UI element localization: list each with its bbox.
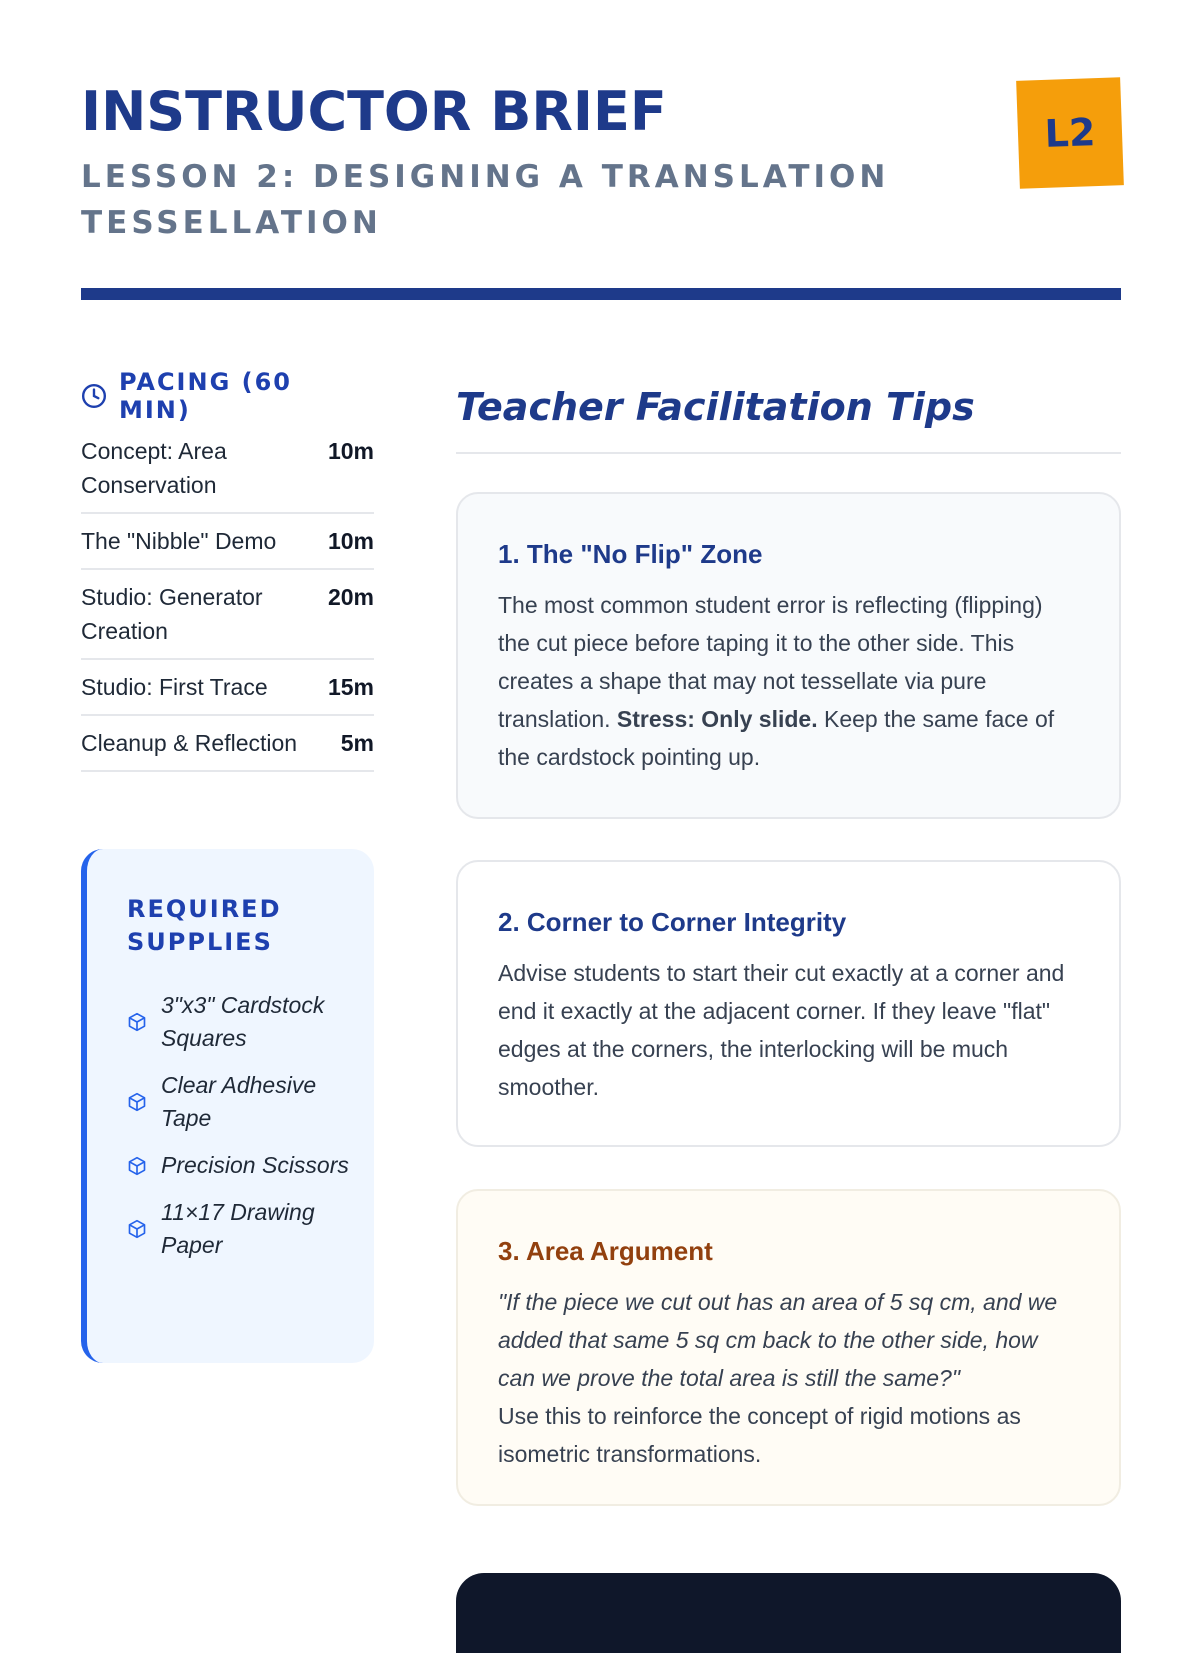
pacing-row <box>81 434 374 514</box>
supplies-title: REQUIRED SUPPLIES <box>127 895 282 956</box>
tip-emphasis: Stress: Only slide. <box>616 706 818 732</box>
box-icon <box>127 1156 147 1176</box>
supply-label: 11×17 Drawing Paper <box>161 1199 315 1258</box>
tip-text-part: The most common student error is reflecting (flipping) the cut piece before taping it to the other side. This creates a shape that may not tessellate via pure translation. <box>498 592 1043 732</box>
pacing-row <box>81 524 374 570</box>
page-title: INSTRUCTOR BRIEF <box>81 80 667 143</box>
box-icon <box>127 1012 147 1032</box>
pacing-list <box>81 434 374 772</box>
supply-item <box>127 1149 354 1182</box>
tip-card-title: 1. The "No Flip" Zone <box>498 539 763 569</box>
tip-card-title: 2. Corner to Corner Integrity <box>498 907 847 937</box>
header-divider <box>81 288 1121 300</box>
clock-icon <box>81 383 107 409</box>
supply-label: Clear Adhesive Tape <box>161 1072 317 1131</box>
tip-card-no-flip <box>456 492 1121 819</box>
pacing-row-time: 15m <box>327 674 374 700</box>
pacing-row-label: Studio: First Trace <box>81 674 268 700</box>
pacing-row-time: 20m <box>327 584 374 610</box>
pacing-row-label: Concept: Area Conservation <box>81 438 227 498</box>
pacing-row <box>81 670 374 716</box>
tip-card-note: Use this to reinforce the concept of rigid motions as isometric transformations. <box>498 1403 1021 1467</box>
box-icon <box>127 1092 147 1112</box>
supply-item <box>127 1069 354 1135</box>
tip-card-title: 3. Area Argument <box>498 1236 713 1266</box>
supply-item <box>127 989 354 1055</box>
pacing-row <box>81 580 374 660</box>
dark-card <box>456 1573 1121 1653</box>
box-icon <box>127 1219 147 1239</box>
pacing-row-time: 10m <box>327 528 374 554</box>
lesson-badge: L2 <box>1016 77 1124 189</box>
tip-card-text: Advise students to start their cut exactly at a corner and end it exactly at the adjacent corner. If they leave "flat" edges at the corners, the interlocking will be much smoother. <box>498 960 1065 1100</box>
tips-heading: Teacher Facilitation Tips <box>456 380 1121 454</box>
pacing-row-label: The "Nibble" Demo <box>81 528 277 554</box>
pacing-row-time: 5m <box>340 730 374 756</box>
pacing-section <box>81 368 374 782</box>
tip-card-quote: "If the piece we cut out has an area of 5 sq cm, and we added that same 5 sq cm back to the other side, how can we prove the total area is still the same?" <box>498 1289 1058 1391</box>
supply-item <box>127 1196 354 1262</box>
tip-text-part: Keep the same face of the cardstock pointing up. <box>498 706 1055 770</box>
pacing-title: PACING (60 MIN) <box>118 368 292 424</box>
header <box>81 80 1121 246</box>
pacing-row-time: 10m <box>327 438 374 464</box>
page-subtitle: LESSON 2: DESIGNING A TRANSLATION TESSELLATION <box>81 159 890 241</box>
pacing-header <box>81 368 374 424</box>
supply-label: 3"x3" Cardstock Squares <box>161 992 325 1051</box>
tip-card-corner <box>456 860 1121 1147</box>
supplies-panel <box>81 849 374 1363</box>
pacing-row-label: Cleanup & Reflection <box>81 730 298 756</box>
pacing-row-label: Studio: Generator Creation <box>81 584 263 644</box>
tip-card-area <box>456 1189 1121 1506</box>
tip-card-text <box>498 586 1079 776</box>
pacing-row <box>81 726 374 772</box>
supply-label: Precision Scissors <box>161 1152 349 1178</box>
